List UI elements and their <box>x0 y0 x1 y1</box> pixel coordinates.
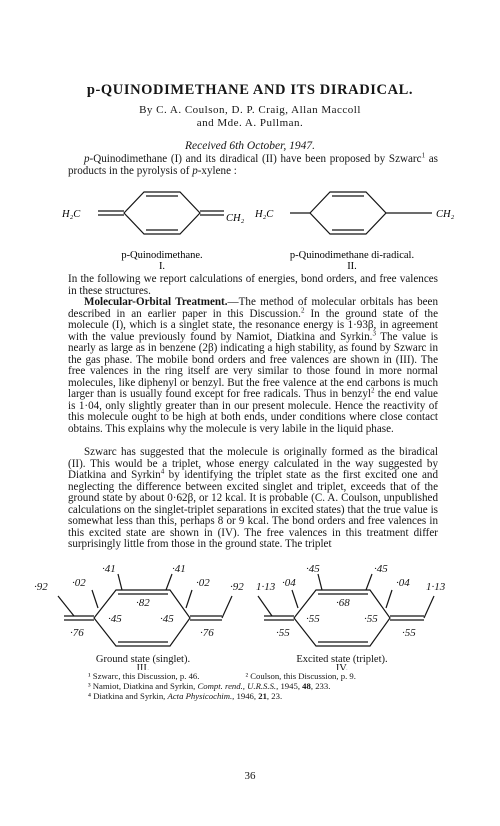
intro-paragraph <box>68 151 438 177</box>
body-text: —The method of molecular orbitals has been described in an earlier paper in this Discussion. <box>68 296 439 320</box>
footnote-text: ⁴ Diatkina and Syrkin, <box>88 691 168 701</box>
bond-order-label: ·55 <box>402 627 416 639</box>
footnote-ref: 2 <box>370 386 375 395</box>
intro-text: as products in the pyrolysis of <box>68 153 438 177</box>
section-heading: Molecular-Orbital Treatment. <box>84 296 228 308</box>
bond-order-label: ·76 <box>200 627 214 639</box>
footnote-text: , 233. <box>310 681 331 691</box>
footnote-text: , 1945, <box>276 681 303 691</box>
body-paragraph-1: In the following we report calculations of energies, bond orders, and free valences in these structures. <box>68 273 438 297</box>
group-label: H₂C <box>255 209 274 220</box>
footnote-ref: 2 <box>300 305 305 314</box>
free-valence-label: ·04 <box>282 577 296 589</box>
intro-italic-p: p <box>84 153 90 165</box>
free-valence-label: ·92 <box>34 581 48 593</box>
body-text: Szwarc has suggested that the molecule is originally formed as the biradical (II). This would be a triplet, whose energy calculated in the way suggested by Diatkina and Syrkin <box>68 446 438 481</box>
footnote-row <box>88 671 418 681</box>
authors-line-1: By C. A. Coulson, D. P. Craig, Allan Maccoll <box>139 104 361 116</box>
volume-number: 48 <box>302 681 311 691</box>
body-paragraph-3 <box>68 447 438 551</box>
bond-order-label: ·55 <box>276 627 290 639</box>
structure-numeral: II. <box>347 261 357 270</box>
structure-numeral: I. <box>158 261 166 270</box>
group-label: CH₂ <box>226 213 245 224</box>
bond-order-label: ·68 <box>336 597 350 609</box>
free-valence-label: ·45 <box>374 563 388 575</box>
body-text: In the ground state of the molecule (I), which is a singlet state, the resonance energy is 1·93β, in agreement with the value previously found by Namiot, Diatkina and Syrkin. <box>68 307 438 343</box>
free-valence-label: 1·13 <box>426 581 446 593</box>
free-valence-label: ·02 <box>196 577 210 589</box>
received-date: Received 6th October, 1947. <box>185 140 315 152</box>
structure-caption: p-Quinodimethane. <box>121 250 203 261</box>
bond-order-label: ·82 <box>136 597 150 609</box>
bond-order-label: ·76 <box>70 627 84 639</box>
bond-order-label: ·45 <box>160 613 174 625</box>
page-number: 36 <box>244 770 256 782</box>
structure-caption: p-Quinodimethane di-radical. <box>289 250 415 261</box>
bond-order-label: ·45 <box>108 613 122 625</box>
bond-order-label: ·55 <box>306 613 320 625</box>
footnote-ref: 1 <box>421 151 426 160</box>
body-text: the end value is 1·04, only slightly greater than in our present molecule. Hence the reactivity of this molecule ought to be high at both ends, under conditions where close contact obtains. This explains why the molecule is very labile in the liquid phase. <box>68 388 438 435</box>
body-text: by identifying the triplet state as the first excited one and neglecting the difference between excited singlet and triplet, exceeds that of the ground state by about 0·62β, or 12 kcal. It is probable (C. A. Coulson, unpublished calculations on the singlet-triplet separations in excited states) that the true value is somewhat less than this, perhaps 8 or 9 kcal. The bond orders and free valences in this excited state are shown in (IV). The free valences in this treatment differ surprisingly little from those in the ground state. The triplet <box>68 469 438 550</box>
journal-name: Compt. rend., U.R.S.S. <box>197 681 277 691</box>
structures-figure <box>0 180 500 270</box>
journal-name: Acta Physicochim. <box>167 691 233 701</box>
footnote-1: ¹ Szwarc, this Discussion, p. 46. <box>88 671 200 681</box>
figure-caption: Ground state (singlet). <box>95 654 191 665</box>
intro-italic-p: p <box>192 164 198 177</box>
bond-order-label: ·55 <box>364 613 378 625</box>
footnote-4 <box>88 691 418 701</box>
free-valence-label: ·92 <box>230 581 244 593</box>
free-valence-label: ·02 <box>72 577 86 589</box>
footnote-3 <box>88 681 418 691</box>
free-valence-label: ·04 <box>396 577 410 589</box>
structure-I <box>98 192 224 234</box>
footnote-text: , 23. <box>266 691 283 701</box>
structure-II <box>290 192 432 234</box>
bond-order-figure <box>0 560 500 670</box>
intro-text: -xylene : <box>197 164 237 177</box>
group-label: H₂C <box>62 209 81 220</box>
free-valence-label: 1·13 <box>256 581 276 593</box>
figure-numeral: IV. <box>335 663 349 670</box>
article-title: p-QUINODIMETHANE AND ITS DIRADICAL. <box>86 82 414 98</box>
footnote-ref: 4 <box>160 467 165 476</box>
body-text: The value is nearly as large as in benzene (2β) indicating a high stability, as found by Szwarc in the gas phase. The mobile bond orders and free valences are shown in (III). The free valences in the ring itself are very similar to those found in more normal molecules, like diphenyl or benzyl. But the free valence at the end carbons is much larger than is usually found except for free radicals. Thus in benzyl <box>68 330 438 400</box>
figure-caption: Excited state (triplet). <box>296 654 388 665</box>
free-valence-label: ·41 <box>172 563 186 575</box>
author-list <box>0 104 500 130</box>
intro-text: -Quinodimethane (I) and its diradical (II) have been proposed by Szwarc <box>89 153 422 165</box>
free-valence-label: ·45 <box>306 563 320 575</box>
group-label: CH₂ <box>436 209 455 220</box>
footnote-ref: 3 <box>372 328 376 337</box>
volume-number: 21 <box>258 691 267 701</box>
footnote-2: ² Coulson, this Discussion, p. 9. <box>245 671 356 681</box>
footnotes <box>88 671 418 701</box>
footnote-text: ³ Namiot, Diatkina and Syrkin, <box>88 681 198 691</box>
figure-numeral: III. <box>136 663 150 670</box>
footnote-text: , 1946, <box>232 691 259 701</box>
body-paragraph-2 <box>68 297 438 435</box>
free-valence-label: ·41 <box>102 563 116 575</box>
authors-line-2: and Mde. A. Pullman. <box>196 117 304 129</box>
